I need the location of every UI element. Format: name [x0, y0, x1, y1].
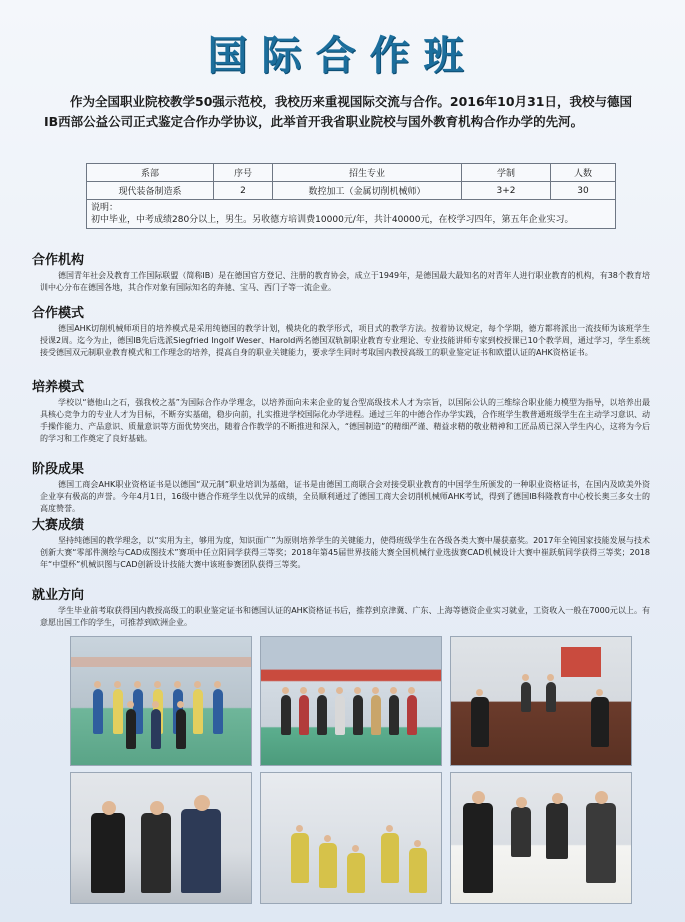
- photo-group-workshop: [70, 636, 252, 766]
- section-training-mode: [32, 376, 650, 445]
- table-cell: 现代装备制造系: [87, 182, 214, 200]
- section-text: 德国工商会AHK职业资格证书是以德国“双元制”职业培训为基础，证书是由德国工商联合会对接受职业教育的中国学生所颁发的一种职业资格证书，在国内及欧美外资企业享有极高的声誉。今年4月1日，16级中德合作班学生以优异的成绩，全员顺利通过了德国工商大会切削机械师AHK考试，得到了德国IB科隆教育中心校长奥三多女士的高度赞誉。: [40, 480, 650, 513]
- table-cell: 数控加工（金属切削机械师）: [273, 182, 462, 200]
- section-heading: 阶段成果: [32, 462, 85, 477]
- table-row: [87, 182, 616, 200]
- table-header-cell: 系部: [87, 164, 214, 182]
- section-heading: 合作模式: [32, 306, 85, 321]
- table-header-cell: 人数: [551, 164, 616, 182]
- note-text: 初中毕业，中考成绩280分以上，男生。另收德方培训费10000元/年，共计40000元，在校学习四年，第五年企业实习。: [91, 215, 574, 225]
- section-text: 学生毕业前考取获得国内教授高级工的职业鉴定证书和德国认证的AHK资格证书后，推荐到京津冀、广东、上海等德资企业实习就业，工资收入一般在7000元以上。有意愿出国工作的学生，可推荐到欧洲企业。: [40, 606, 650, 627]
- section-text: 坚持纯德国的教学理念，以“实用为主，够用为度，知识面广”为原则培养学生的关键能力，使得班级学生在各级各类大赛中屡获嘉奖。2017年全钝国家技能发展与技术创新大赛“零部件测绘与CAD成图技术”赛项中任立阳同学获得三等奖；2018年第45届世界技能大赛全国机械行业选拔赛CAD机械设计大赛中崔跃航同学获得三等奖；2018年“中望杯”机械识图与CAD创新设计技能大赛中该班参赛团队获得三等奖。: [40, 536, 650, 569]
- photo-classroom: [260, 772, 442, 904]
- photo-meeting-room: [450, 636, 632, 766]
- table-note-row: [87, 200, 616, 229]
- enrollment-table: [86, 163, 616, 229]
- section-employment: [32, 584, 650, 629]
- photo-teacher-students: [70, 772, 252, 904]
- page-title: 国际合作班: [207, 33, 478, 79]
- table-header-row: [87, 164, 616, 182]
- section-heading: 就业方向: [32, 588, 85, 603]
- section-partner: [32, 249, 650, 294]
- table-header-cell: 序号: [214, 164, 273, 182]
- note-label: 说明：: [91, 203, 119, 213]
- photo-group-ceremony: [260, 636, 442, 766]
- section-text: 德国青年社会及教育工作国际联盟（简称IB）是在德国官方登记、注册的教育协会，成立于1949年，是德国最大最知名的对青年人进行职业教育的机构，有38个教育培训中心分布在德国各地，其合作对象有国际知名的奔驰、宝马、西门子等一流企业。: [40, 271, 650, 292]
- table-header-cell: 学制: [462, 164, 551, 182]
- table-cell: 30: [551, 182, 616, 200]
- table-note-cell: [87, 200, 616, 229]
- section-heading: 合作机构: [32, 253, 85, 268]
- section-cooperation-mode: [32, 302, 650, 359]
- table-cell: 3+2: [462, 182, 551, 200]
- photo-drawing-table: [450, 772, 632, 904]
- section-competitions: [32, 514, 650, 571]
- table-cell: 2: [214, 182, 273, 200]
- section-heading: 培养模式: [32, 380, 85, 395]
- section-text: 德国AHK切削机械师项目的培养模式是采用纯德国的教学计划，模块化的教学形式，项目式的教学方法。按着协议规定，每个学期，德方都将派出一流技师为该班学生授课2周。迄今为止，德国IB先后选派Siegfried Ingolf Weser、Harold两名德国双轨制职业教育专业理论、专业技能讲师专家到校授课已10个教学周，通过学习，学生系统接受德国双元制职业教育模式和工作理念的培养，提高自身的职业关键能力，要求学生同时考取国内教授高级工的职业鉴定证书和欧盟认证的AHK资格证书。: [40, 324, 650, 357]
- table-header-cell: 招生专业: [273, 164, 462, 182]
- section-achievements: [32, 458, 650, 515]
- section-text: 学校以“德他山之石，强我校之基”为国际合作办学理念，以培养面向未来企业的复合型高级技术人才为宗旨，以国际公认的三维综合职业能力模型为指导，以培养出最具核心竞争力的专业人才为目标，不断夯实基础，稳步向前，扎实推进学校国际化办学进程。通过三年的中德合作办学实践，合作班学生教普通班级学生在主动学习意识、动手操作能力、产品意识、质量意识等方面优势突出，随着合作教学的不断推进和深入，“德国制造”的精细严谨、精益求精的敬业精神和工匠品质已深入学生内心，这将为今后的学习和工作奠定了良好基础。: [40, 398, 650, 443]
- intro-paragraph: 作为全国职业院校教学50强示范校，我校历来重视国际交流与合作。2016年10月31日，我校与德国IB西部公益公司正式鉴定合作办学协议，此举首开我省职业院校与国外教育机构合作办学的先河。: [44, 94, 632, 129]
- section-heading: 大赛成绩: [32, 518, 85, 533]
